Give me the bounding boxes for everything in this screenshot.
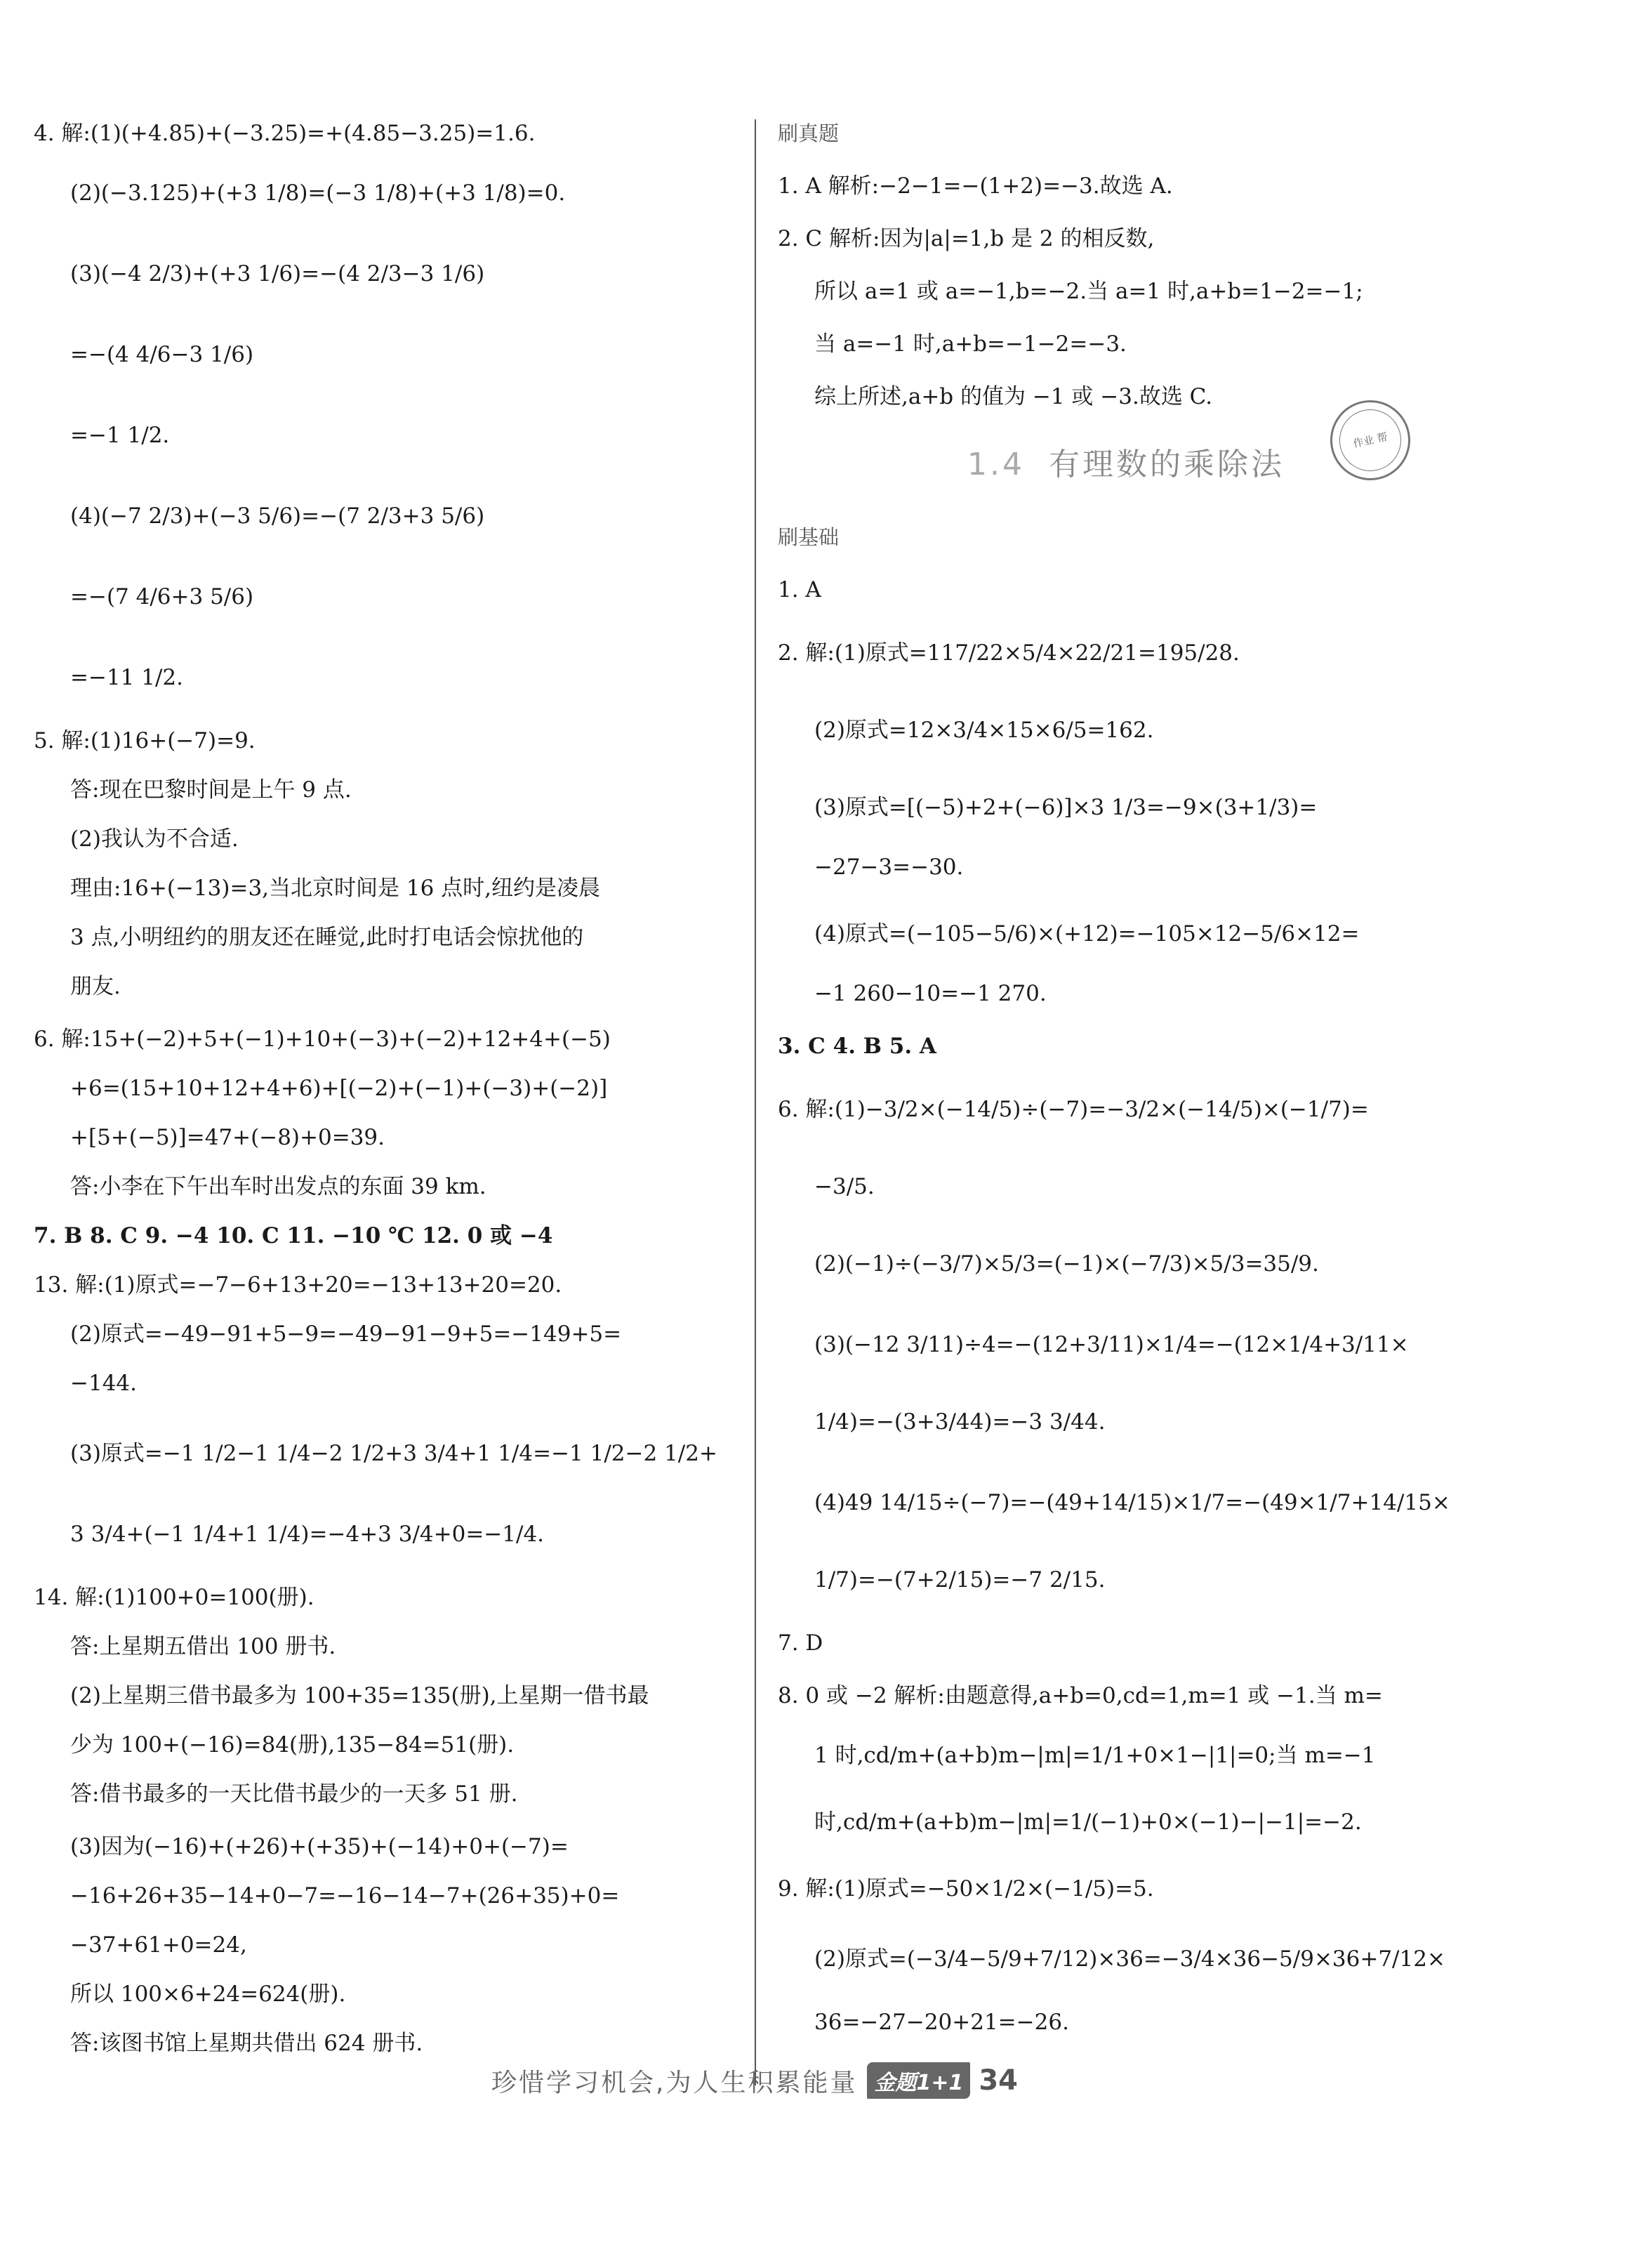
answer-line: 答:现在巴黎时间是上午 9 点. bbox=[70, 777, 352, 803]
answer-line: −144. bbox=[70, 1371, 137, 1396]
answer-line: 答:上星期五借出 100 册书. bbox=[70, 1634, 336, 1659]
answer-line: −37+61+0=24, bbox=[70, 1932, 247, 1958]
answer-line: (4)49 14/15÷(−7)=−(49+14/15)×1/7=−(49×1/7+14/15× bbox=[814, 1490, 1450, 1515]
answer-line: 7. B 8. C 9. −4 10. C 11. −10 ℃ 12. 0 或 −4 bbox=[34, 1223, 553, 1248]
section-label: 刷基础 bbox=[778, 525, 840, 549]
answer-line: 答:借书最多的一天比借书最少的一天多 51 册. bbox=[70, 1781, 518, 1807]
answer-line: 6. 解:(1)−3/2×(−14/5)÷(−7)=−3/2×(−14/5)×(−1/7)= bbox=[778, 1097, 1369, 1122]
answer-line: 少为 100+(−16)=84(册),135−84=51(册). bbox=[70, 1732, 515, 1758]
answer-line: 5. 解:(1)16+(−7)=9. bbox=[34, 728, 256, 753]
answer-line: (2)原式=−49−91+5−9=−49−91−9+5=−149+5= bbox=[70, 1321, 622, 1347]
answer-line: (2)(−1)÷(−3/7)×5/3=(−1)×(−7/3)×5/3=35/9. bbox=[814, 1251, 1319, 1277]
answer-line: 13. 解:(1)原式=−7−6+13+20=−13+13+20=20. bbox=[34, 1272, 562, 1298]
footer-slogan: 珍惜学习机会,为人生积累能量 bbox=[491, 2068, 858, 2097]
answer-line: 8. 0 或 −2 解析:由题意得,a+b=0,cd=1,m=1 或 −1.当 m= bbox=[778, 1683, 1383, 1708]
answer-line: 14. 解:(1)100+0=100(册). bbox=[34, 1585, 314, 1610]
answer-line: −16+26+35−14+0−7=−16−14−7+(26+35)+0= bbox=[70, 1883, 620, 1908]
answer-line: 1/4)=−(3+3/44)=−3 3/44. bbox=[814, 1409, 1106, 1435]
section-title bbox=[967, 444, 1285, 486]
answer-line: (2)上星期三借书最多为 100+35=135(册),上星期一借书最 bbox=[70, 1683, 649, 1708]
answer-line: 所以 a=1 或 a=−1,b=−2.当 a=1 时,a+b=1−2=−1; bbox=[814, 279, 1363, 304]
answer-line: (2)原式=(−3/4−5/9+7/12)×36=−3/4×36−5/9×36+7/12× bbox=[814, 1946, 1445, 1972]
answer-line: 7. D bbox=[778, 1630, 823, 1656]
answer-line: =−11 1/2. bbox=[70, 665, 183, 690]
section-title-text: 有理数的乘除法 bbox=[1048, 447, 1285, 482]
answer-line: (4)(−7 2/3)+(−3 5/6)=−(7 2/3+3 5/6) bbox=[70, 503, 485, 529]
answer-line: 理由:16+(−13)=3,当北京时间是 16 点时,纽约是凌晨 bbox=[70, 876, 601, 901]
answer-line: 综上所述,a+b 的值为 −1 或 −3.故选 C. bbox=[814, 384, 1213, 409]
answer-line: 36=−27−20+21=−26. bbox=[814, 2010, 1069, 2035]
answer-line: 答:小李在下午出车时出发点的东面 39 km. bbox=[70, 1174, 486, 1199]
answer-line: (3)(−4 2/3)+(+3 1/6)=−(4 2/3−3 1/6) bbox=[70, 261, 485, 286]
answer-line: =−(7 4/6+3 5/6) bbox=[70, 584, 254, 609]
answer-line: 4. 解:(1)(+4.85)+(−3.25)=+(4.85−3.25)=1.6. bbox=[34, 121, 536, 146]
section-number: 1.4 bbox=[967, 447, 1025, 482]
answer-line: 6. 解:15+(−2)+5+(−1)+10+(−3)+(−2)+12+4+(−5) bbox=[34, 1027, 611, 1052]
answer-line: (4)原式=(−105−5/6)×(+12)=−105×12−5/6×12= bbox=[814, 921, 1360, 947]
answer-line: +[5+(−5)]=47+(−8)+0=39. bbox=[70, 1125, 385, 1150]
section-label: 刷真题 bbox=[778, 121, 840, 145]
homework-stamp bbox=[1323, 393, 1417, 487]
answer-line: −27−3=−30. bbox=[814, 855, 964, 880]
column-divider bbox=[755, 119, 756, 2085]
answer-line: 1/7)=−(7+2/15)=−7 2/15. bbox=[814, 1567, 1106, 1593]
answer-line: (3)(−12 3/11)÷4=−(12+3/11)×1/4=−(12×1/4+3/11× bbox=[814, 1332, 1409, 1357]
page-number: 34 bbox=[979, 2064, 1019, 2097]
answer-line: (2)我认为不合适. bbox=[70, 826, 239, 852]
answer-line: +6=(15+10+12+4+6)+[(−2)+(−1)+(−3)+(−2)] bbox=[70, 1076, 608, 1101]
answer-line: =−(4 4/6−3 1/6) bbox=[70, 342, 254, 367]
answer-line: 1 时,cd/m+(a+b)m−|m|=1/1+0×1−|1|=0;当 m=−1 bbox=[814, 1743, 1376, 1768]
answer-line: 3. C 4. B 5. A bbox=[778, 1034, 936, 1059]
answer-line: 1. A bbox=[778, 577, 821, 602]
answer-line: 3 3/4+(−1 1/4+1 1/4)=−4+3 3/4+0=−1/4. bbox=[70, 1522, 545, 1547]
answer-line: 时,cd/m+(a+b)m−|m|=1/(−1)+0×(−1)−|−1|=−2. bbox=[814, 1809, 1362, 1835]
answer-line: 朋友. bbox=[70, 974, 121, 999]
answer-line: 1. A 解析:−2−1=−(1+2)=−3.故选 A. bbox=[778, 173, 1173, 199]
answer-line: 2. C 解析:因为|a|=1,b 是 2 的相反数, bbox=[778, 226, 1155, 251]
answer-line: (3)因为(−16)+(+26)+(+35)+(−14)+0+(−7)= bbox=[70, 1834, 569, 1859]
answer-line: (3)原式=−1 1/2−1 1/4−2 1/2+3 3/4+1 1/4=−1 1/2−2 1/2+ bbox=[70, 1441, 717, 1466]
answer-line: 所以 100×6+24=624(册). bbox=[70, 1982, 346, 2007]
answer-line: =−1 1/2. bbox=[70, 423, 170, 448]
answer-line: (3)原式=[(−5)+2+(−6)]×3 1/3=−9×(3+1/3)= bbox=[814, 795, 1318, 820]
answer-line: −3/5. bbox=[814, 1174, 875, 1199]
stamp-text: 作业 帮 bbox=[1351, 430, 1389, 450]
answer-line: 3 点,小明纽约的朋友还在睡觉,此时打电话会惊扰他的 bbox=[70, 925, 584, 950]
page-footer bbox=[491, 2061, 1488, 2100]
footer-brand: 金题1+1 bbox=[867, 2062, 970, 2099]
answer-line: 答:该图书馆上星期共借出 624 册书. bbox=[70, 2031, 423, 2056]
answer-line: (2)原式=12×3/4×15×6/5=162. bbox=[814, 718, 1154, 743]
answer-line: −1 260−10=−1 270. bbox=[814, 981, 1047, 1006]
answer-line: 9. 解:(1)原式=−50×1/2×(−1/5)=5. bbox=[778, 1876, 1154, 1901]
answer-line: (2)(−3.125)+(+3 1/8)=(−3 1/8)+(+3 1/8)=0. bbox=[70, 180, 566, 206]
answer-line: 当 a=−1 时,a+b=−1−2=−3. bbox=[814, 331, 1127, 357]
answer-line: 2. 解:(1)原式=117/22×5/4×22/21=195/28. bbox=[778, 640, 1240, 666]
